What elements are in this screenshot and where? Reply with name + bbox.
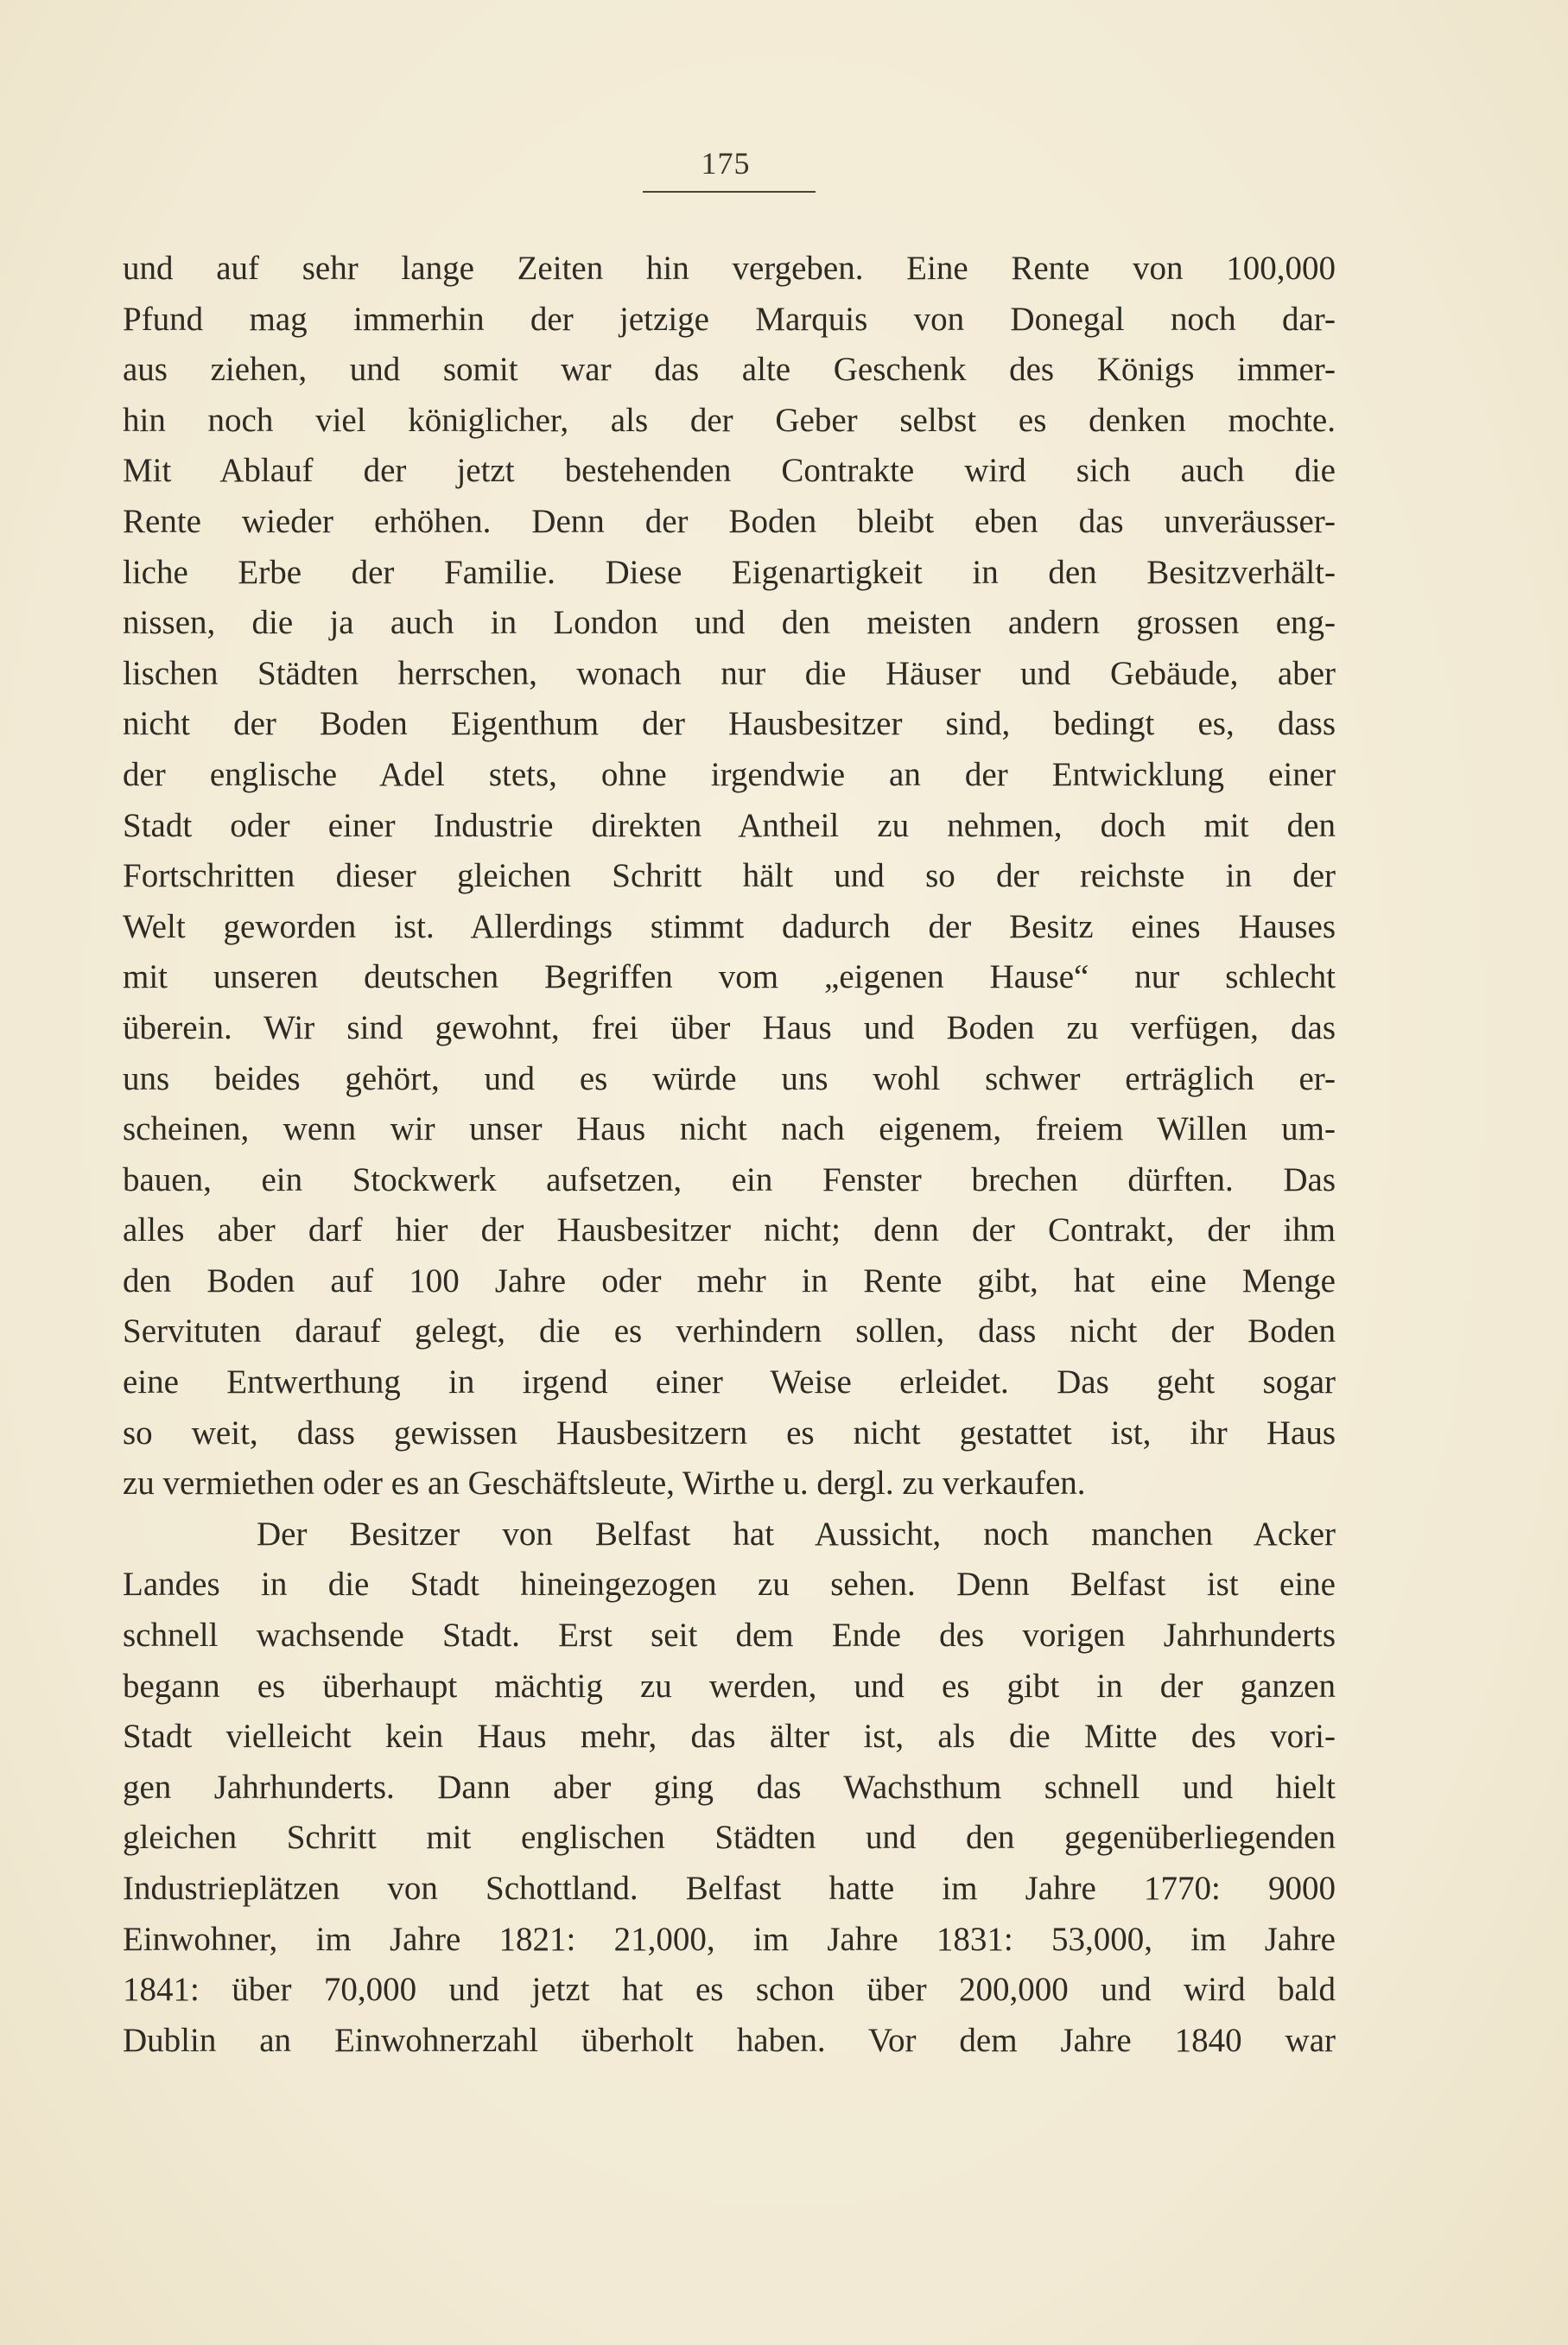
text-line: schnell wachsende Stadt. Erst seit dem Ende des vorigen Jahrhunderts (123, 1617, 1336, 1655)
text-line: Pfund mag immerhin der jetzige Marquis von Donegal noch dar- (123, 300, 1336, 338)
text-line: Fortschritten dieser gleichen Schritt hält und so der reichste in der (123, 857, 1336, 895)
text-line: mit unseren deutschen Begriffen vom „eigenen Hause“ nur schlecht (123, 958, 1336, 996)
text-line: Servituten darauf gelegt, die es verhindern sollen, dass nicht der Boden (123, 1312, 1336, 1350)
text-line: Stadt vielleicht kein Haus mehr, das älter ist, als die Mitte des vori- (123, 1718, 1336, 1756)
text-line: der englische Adel stets, ohne irgendwie an der Entwicklung einer (123, 755, 1336, 793)
text-line: gleichen Schritt mit englischen Städten und den gegenüberliegenden (123, 1819, 1336, 1857)
page-number: 175 (701, 146, 751, 181)
text-line: nicht der Boden Eigenthum der Hausbesitzer sind, bedingt es, dass (123, 705, 1336, 743)
text-line: und auf sehr lange Zeiten hin vergeben. Eine Rente von 100,000 (123, 250, 1336, 287)
text-line: alles aber darf hier der Hausbesitzer nicht; denn der Contrakt, der ihm (123, 1211, 1336, 1249)
text-line: nissen, die ja auch in London und den meisten andern grossen eng- (123, 604, 1336, 642)
text-line: eine Entwerthung in irgend einer Weise erleidet. Das geht sogar (123, 1363, 1336, 1401)
text-line: liche Erbe der Familie. Diese Eigenartigkeit in den Besitzverhält- (123, 553, 1336, 591)
text-line: aus ziehen, und somit war das alte Geschenk des Königs immer- (123, 351, 1336, 389)
text-line: Der Besitzer von Belfast hat Aussicht, noch manchen Acker (257, 1515, 1336, 1553)
text-line: Mit Ablauf der jetzt bestehenden Contrakte wird sich auch die (123, 452, 1336, 490)
text-line: den Boden auf 100 Jahre oder mehr in Rente gibt, hat eine Menge (123, 1261, 1336, 1300)
text-line: Dublin an Einwohnerzahl überholt haben. Vor dem Jahre 1840 war (123, 2021, 1336, 2059)
text-line: Welt geworden ist. Allerdings stimmt dadurch der Besitz eines Hauses (123, 907, 1336, 945)
text-line: Einwohner, im Jahre 1821: 21,000, im Jahre 1831: 53,000, im Jahre (123, 1920, 1336, 1958)
text-line: Rente wieder erhöhen. Denn der Boden bleibt eben das unveräusser- (123, 502, 1336, 540)
text-line: uns beides gehört, und es würde uns wohl schwer erträglich er- (123, 1059, 1336, 1097)
text-line: so weit, dass gewissen Hausbesitzern es nicht gestattet ist, ihr Haus (123, 1414, 1336, 1452)
text-line: lischen Städten herrschen, wonach nur die Häuser und Gebäude, aber (123, 654, 1336, 692)
text-line: bauen, ein Stockwerk aufsetzen, ein Fenster brechen dürften. Das (123, 1160, 1336, 1198)
text-line: hin noch viel königlicher, als der Geber selbst es denken mochte. (123, 401, 1336, 439)
text-line: zu vermiethen oder es an Geschäftsleute, Wirthe u. dergl. zu verkaufen. (123, 1465, 1086, 1503)
text-line: Landes in die Stadt hineingezogen zu sehen. Denn Belfast ist eine (123, 1566, 1336, 1604)
text-line: scheinen, wenn wir unser Haus nicht nach eigenem, freiem Willen um- (123, 1110, 1336, 1148)
text-line: Industrieplätzen von Schottland. Belfast hatte im Jahre 1770: 9000 (123, 1870, 1336, 1907)
text-line: überein. Wir sind gewohnt, frei über Haus und Boden zu verfügen, das (123, 1008, 1336, 1046)
text-line: gen Jahrhunderts. Dann aber ging das Wachsthum schnell und hielt (123, 1768, 1336, 1806)
text-line: begann es überhaupt mächtig zu werden, und es gibt in der ganzen (123, 1667, 1336, 1705)
text-line: 1841: über 70,000 und jetzt hat es schon über 200,000 und wird bald (123, 1971, 1336, 2009)
paragraph-2 (123, 1509, 1336, 2067)
text-line: Stadt oder einer Industrie direkten Antheil zu nehmen, doch mit den (123, 806, 1336, 844)
body-text (123, 244, 1336, 2066)
paragraph-1 (123, 244, 1336, 1509)
page-number-rule (643, 191, 816, 193)
